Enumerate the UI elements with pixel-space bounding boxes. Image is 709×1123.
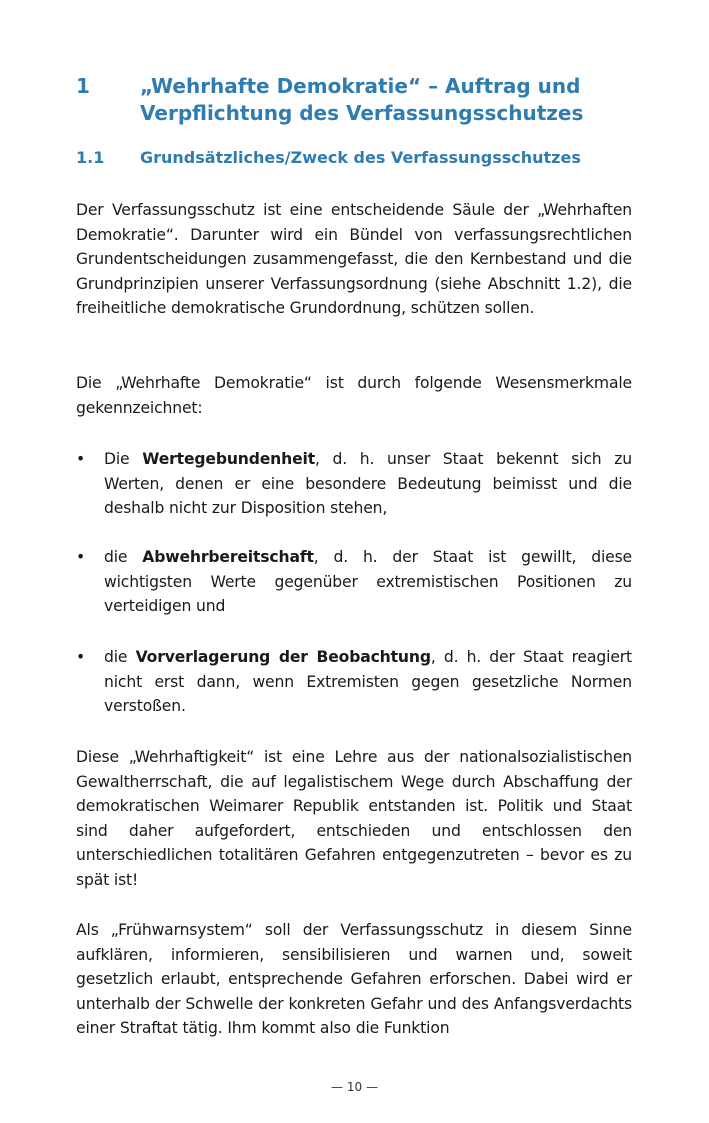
page-number: — 10 — xyxy=(331,1080,378,1094)
list-item-text: Die Wertegebundenheit, d. h. unser Staat bekennt sich zu Werten, denen er eine besondere Bedeutung beimisst und die deshalb nicht zur Disposition stehen, xyxy=(104,450,633,518)
list-item-keyword: Abwehrbereitschaft xyxy=(142,548,314,566)
list-item-text: die Vorverlagerung der Beobachtung, d. h. der Staat reagiert nicht erst dann, wenn Extremisten gegen gesetzliche Normen verstoßen. xyxy=(104,648,632,716)
paragraph-lesson: Diese „Wehrhaftigkeit“ ist eine Lehre aus der nationalsozialistischen Gewaltherrschaft, die auf legalistischem Wege durch Abschaffung der demokratischen Weimarer Republik entstanden ist. Politik und Staat sind daher aufgefordert, entschieden und entschlossen den unterschiedlichen totalitären Gefahren entgegenzutreten – bevor es zu spät ist! xyxy=(76,748,632,889)
chapter-number: 1 xyxy=(76,74,90,98)
bullet-marker: • xyxy=(76,648,86,666)
chapter-title: „Wehrhafte Demokratie“ – Auftrag und Verpflichtung des Verfassungsschutzes xyxy=(140,74,584,125)
paragraph-early-warning: Als „Frühwarnsystem“ soll der Verfassungsschutz in diesem Sinne aufklären, informieren, sensibilisieren und warnen und, soweit gesetzlich erlaubt, entsprechende Gefahren erforschen. Dabei wird er unterhalb der Schwelle der konkreten Gefahr und des Anfangsverdachts einer Straftat tätig. Ihm kommt also die Funktion xyxy=(76,921,632,1038)
list-item-keyword: Wertegebundenheit xyxy=(142,450,316,468)
bullet-marker: • xyxy=(76,548,86,566)
bullet-marker: • xyxy=(76,450,86,468)
paragraph-intro: Der Verfassungsschutz ist eine entscheidende Säule der „Wehrhaften Demokratie“. Darunter wird ein Bündel von verfassungsrechtlichen Grundentscheidungen zusammengefasst, die den Kernbestand und die Grundprinzipien unserer Verfassungsordnung (siehe Abschnitt 1.2), die freiheitliche demokratische Grundordnung, schützen sollen. xyxy=(76,201,632,318)
list-item-text: die Abwehrbereitschaft, d. h. der Staat ist gewillt, diese wichtigsten Werte gegenüber extremistischen Positionen zu verteidigen und xyxy=(104,548,632,616)
list-item-keyword: Vorverlagerung der Beobachtung xyxy=(135,648,431,666)
paragraph-characteristics: Die „Wehrhafte Demokratie“ ist durch folgende Wesensmerkmale gekennzeichnet: xyxy=(76,374,632,417)
section-title: Grundsätzliches/Zweck des Verfassungsschutzes xyxy=(140,148,581,167)
section-number: 1.1 xyxy=(76,148,105,167)
